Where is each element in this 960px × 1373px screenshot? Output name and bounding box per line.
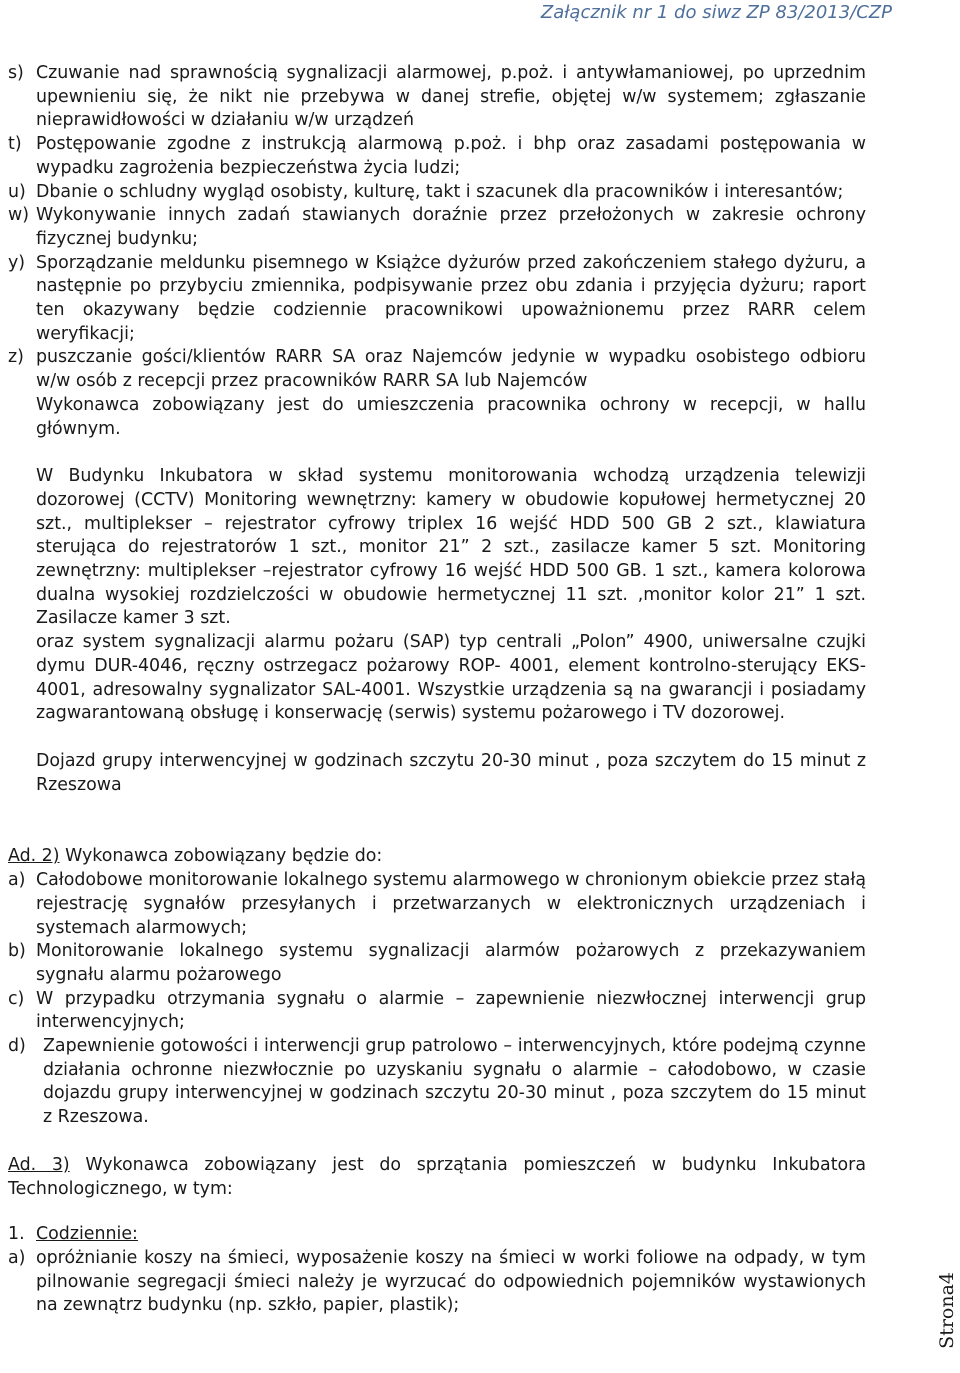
paragraph-fire-system: oraz system sygnalizacji alarmu pożaru (SAP) typ centrali „Polon” 4900, uniwersalne czujki dymu DUR-4046, ręczny ostrzegacz pożarowy ROP- 4001, element kontrolno-sterujący EKS- 4001, adresowalny sygnalizator SAL-4001. Wszystkie urządzenia są na gwarancji i posiadamy zagwarantowaną obsługę i konserwację (serwis) systemu pożarowego i TV dozorowej. (36, 632, 866, 724)
paragraph-response-time: Dojazd grupy interwencyjnej w godzinach szczytu 20-30 minut , poza szczytem do 15 minut z Rzeszowa (36, 750, 866, 795)
list-label: a) (8, 870, 26, 891)
list-item-a (8, 1247, 866, 1318)
list-label: a) (8, 1247, 26, 1268)
section-ad3-heading (8, 1154, 866, 1201)
list-item-u (8, 181, 866, 205)
list-item-b (8, 940, 866, 987)
document-header: Załącznik nr 1 do siwz ZP 83/2013/CZP (540, 2, 892, 23)
page-number: Strona4 (936, 1272, 958, 1349)
list-label: t) (8, 134, 22, 155)
list-ad2 (8, 869, 866, 1130)
section-ref: Ad. 2) (8, 846, 60, 867)
list-text: Dbanie o schludny wygląd osobisty, kulturę, takt i szacunek dla pracowników i interesantów; (36, 181, 844, 202)
list-item-s (8, 62, 866, 133)
list-text: Całodobowe monitorowanie lokalnego systemu alarmowego w chronionym obiekcie przez stałą rejestrację sygnałów przesyłanych i przetwarzanych w elektronicznych urządzeniach i systemach alarmowych; (36, 870, 866, 938)
list-text: Zapewnienie gotowości i interwencji grup patrolowo – interwencyjnych, które podejmą czynne działania ochronne niezwłocznie po uzyskaniu sygnału o alarmie – całodobowo, w czasie dojazdu grupy interwencyjnej w godzinach szczytu 20-30 minut , poza szczytem do 15 minut z Rzeszowa. (43, 1036, 866, 1128)
list-daily (8, 1247, 866, 1318)
list-text: opróżnianie koszy na śmieci, wyposażenie koszy na śmieci w worki foliowe na odpady, w tym pilnowanie segregacji śmieci należy je wyrzucać do odpowiednich pojemników wystawionych na zewnątrz budynku (np. szkło, papier, plastik); (36, 1247, 866, 1316)
list-item-t (8, 133, 866, 180)
paragraph-cctv: W Budynku Inkubatora w skład systemu monitorowania wchodzą urządzenia telewizji dozorowej (CCTV) Monitoring wewnętrzny: kamery w obudowie kopułowej hermetycznej 20 szt., multiplekser – rejestrator cyfrowy triplex 16 wejść HDD 500 GB 2 szt., klawiatura sterująca do rejestratorów 1 szt., monitor 21” 2 szt., zasilacze kamer 5 szt. Monitoring zewnętrzny: multiplekser –rejestrator cyfrowy 16 wejść HDD 500 GB. 1 szt., kamera kolorowa dualna wysokiej rozdzielczości w obudowie hermetycznej 11 szt. ,monitor kolor 21” 1 szt. Zasilacze kamer 3 szt. (36, 466, 866, 629)
list-label: u) (8, 181, 26, 202)
list-label: s) (8, 63, 24, 83)
list-label: c) (8, 988, 25, 1009)
list-label: y) (8, 252, 26, 273)
list-text: Postępowanie zgodne z instrukcją alarmową p.poż. i bhp oraz zasadami postępowania w wypadku zagrożenia bezpieczeństwa życia ludzi; (36, 134, 866, 178)
subsection-daily-heading (8, 1223, 866, 1247)
list-text: Sporządzanie meldunku pisemnego w Książce dyżurów przed zakończeniem stałego dyżuru, a następnie po przybyciu zmiennika, podpisywanie przez obu zdania i przyjęcia dyżuru; raport ten okazywany będzie codziennie pracownikowi upoważnionemu przez RARR celem weryfikacji; (36, 252, 866, 344)
list-text: puszczanie gości/klientów RARR SA oraz Najemców jedynie w wypadku osobistego odbioru w/w osób z recepcji przez pracowników RARR SA lub Najemców (36, 347, 866, 392)
document-body (8, 62, 866, 1318)
list-label: b) (8, 941, 26, 962)
list-top (8, 62, 866, 394)
list-label: w) (8, 205, 30, 226)
list-item-z (8, 346, 866, 393)
list-item-d (8, 1035, 866, 1130)
subsection-number: 1. (8, 1224, 25, 1245)
list-item-c (8, 988, 866, 1035)
list-text: Czuwanie nad sprawnością sygnalizacji alarmowej, p.poż. i antywłamaniowej, po uprzednim upewnieniu się, że nikt nie przebywa w danej strefie, objętej w/w systemem; zgłaszanie nieprawidłowości w działaniu w/w urządzeń (36, 63, 866, 131)
list-label: d) (8, 1036, 26, 1057)
section-text: Wykonawca zobowiązany będzie do: (59, 846, 383, 867)
section-ad2-heading (8, 845, 866, 869)
section-text: Wykonawca zobowiązany jest do sprzątania pomieszczeń w budynku Inkubatora Technologicznego, w tym: (8, 1154, 866, 1199)
list-text: W przypadku otrzymania sygnału o alarmie – zapewnienie niezwłocznej interwencji grup interwencyjnych; (36, 988, 866, 1033)
list-item-a (8, 869, 866, 940)
list-text: Wykonywanie innych zadań stawianych doraźnie przez przełożonych w zakresie ochrony fizycznej budynku; (36, 205, 866, 249)
paragraph-reception: Wykonawca zobowiązany jest do umieszczenia pracownika ochrony w recepcji, w hallu głównym. (36, 394, 866, 439)
list-label: z) (8, 347, 24, 368)
list-item-y (8, 252, 866, 347)
section-ref: Ad. 3) (8, 1154, 70, 1175)
subsection-label: Codziennie: (36, 1224, 138, 1245)
list-item-w (8, 204, 866, 251)
list-text: Monitorowanie lokalnego systemu sygnalizacji alarmów pożarowych z przekazywaniem sygnału alarmu pożarowego (36, 941, 866, 985)
